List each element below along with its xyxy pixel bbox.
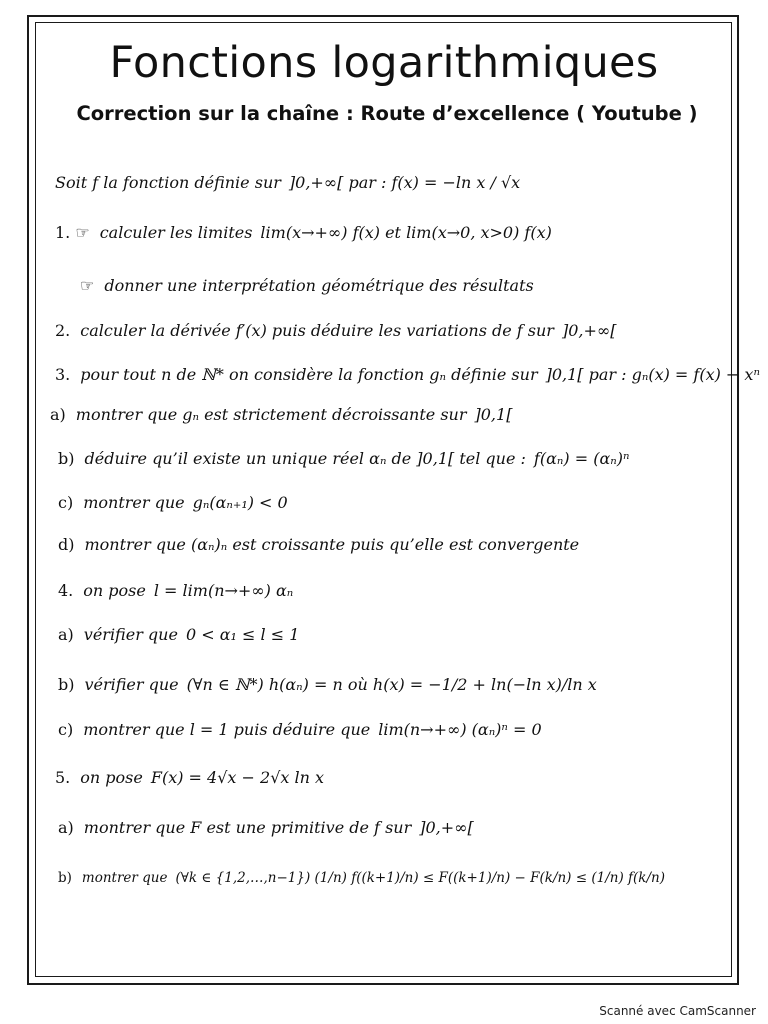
question-4 — [58, 578, 301, 604]
question-3c-label: c) — [58, 493, 74, 512]
question-3c-math: gₙ(αₙ₊₁) < 0 — [192, 493, 288, 512]
question-3a-label: a) — [50, 405, 66, 424]
document-subtitle: Correction sur la chaîne : Route d’excellence ( Youtube ) — [76, 102, 698, 125]
question-5b-label: b) — [58, 870, 72, 886]
question-3a-text: montrer que gₙ est strictement décroissante sur — [75, 405, 467, 424]
question-5 — [55, 765, 332, 791]
question-4c-math: lim(n→+∞) (αₙ)ⁿ = 0 — [378, 720, 542, 739]
question-3a-math: ]0,1[ — [474, 405, 513, 424]
question-5a — [58, 815, 482, 841]
question-1b-text: donner une interprétation géométrique des résultats — [104, 276, 534, 295]
question-3d-text: montrer que (αₙ)ₙ est croissante puis qu’elle est convergente — [84, 535, 580, 554]
question-3 — [55, 362, 768, 388]
question-3d — [58, 532, 579, 558]
question-3-label: 3. — [55, 365, 71, 384]
question-3b-label: b) — [58, 449, 75, 468]
question-3b-math: f(αₙ) = (αₙ)ⁿ — [533, 449, 630, 468]
question-1b-label: ☞ — [80, 276, 95, 295]
intro-math: ]0,+∞[ par : f(x) = −ln x / √x — [288, 173, 521, 192]
question-5b — [58, 865, 673, 891]
question-4b-label: b) — [58, 675, 75, 694]
question-3d-label: d) — [58, 535, 75, 554]
question-4c-text: montrer que l = 1 puis déduire que — [83, 720, 371, 739]
document-title: Fonctions logarithmiques — [109, 38, 659, 88]
question-1 — [55, 220, 560, 246]
question-5-label: 5. — [55, 768, 71, 787]
question-1-text: calculer les limites — [99, 223, 253, 242]
question-4b — [58, 672, 605, 698]
question-4c — [58, 717, 550, 743]
question-2 — [55, 318, 624, 344]
question-3c — [58, 490, 296, 516]
question-5-text: on pose — [80, 768, 143, 787]
question-4b-math: (∀n ∈ ℕ*) h(αₙ) = n où h(x) = −1/2 + ln(−ln x)/ln x — [186, 675, 597, 694]
question-1-label: 1. ☞ — [55, 223, 90, 242]
question-5-math: F(x) = 4√x − 2√x ln x — [150, 768, 325, 787]
question-5b-math: (∀k ∈ {1,2,…,n−1}) (1/n) f((k+1)/n) ≤ F((k+1)/n) − F(k/n) ≤ (1/n) f(k/n) — [175, 870, 665, 886]
question-4c-label: c) — [58, 720, 74, 739]
question-5a-text: montrer que F est une primitive de f sur — [83, 818, 412, 837]
question-2-text: calculer la dérivée f′(x) puis déduire les variations de f sur — [80, 321, 554, 340]
question-1-math: lim(x→+∞) f(x) et lim(x→0, x>0) f(x) — [260, 223, 552, 242]
question-3-text: pour tout n de ℕ* on considère la fonction gₙ définie sur — [80, 365, 538, 384]
question-3b-text: déduire qu’il existe un unique réel αₙ de ]0,1[ tel que : — [84, 449, 526, 468]
question-1-bullet — [80, 273, 534, 299]
intro-text: Soit f la fonction définie sur — [55, 173, 281, 192]
exercise-intro — [55, 170, 528, 196]
question-4a-text: vérifier que — [83, 625, 178, 644]
question-2-math: ]0,+∞[ — [561, 321, 617, 340]
question-3c-text: montrer que — [83, 493, 185, 512]
question-3b — [58, 446, 637, 472]
question-4a — [58, 622, 307, 648]
question-4-text: on pose — [83, 581, 146, 600]
question-4b-text: vérifier que — [84, 675, 179, 694]
question-5a-label: a) — [58, 818, 74, 837]
question-5a-math: ]0,+∞[ — [419, 818, 474, 837]
question-2-label: 2. — [55, 321, 71, 340]
question-4-label: 4. — [58, 581, 74, 600]
question-3a — [50, 402, 520, 428]
scanner-watermark: Scanné avec CamScanner — [599, 1004, 756, 1018]
question-5b-text: montrer que — [81, 870, 168, 886]
question-4-math: l = lim(n→+∞) αₙ — [153, 581, 294, 600]
question-4a-math: 0 < α₁ ≤ l ≤ 1 — [185, 625, 300, 644]
question-3-math: ]0,1[ par : gₙ(x) = f(x) − xⁿ — [545, 365, 760, 384]
question-4a-label: a) — [58, 625, 74, 644]
